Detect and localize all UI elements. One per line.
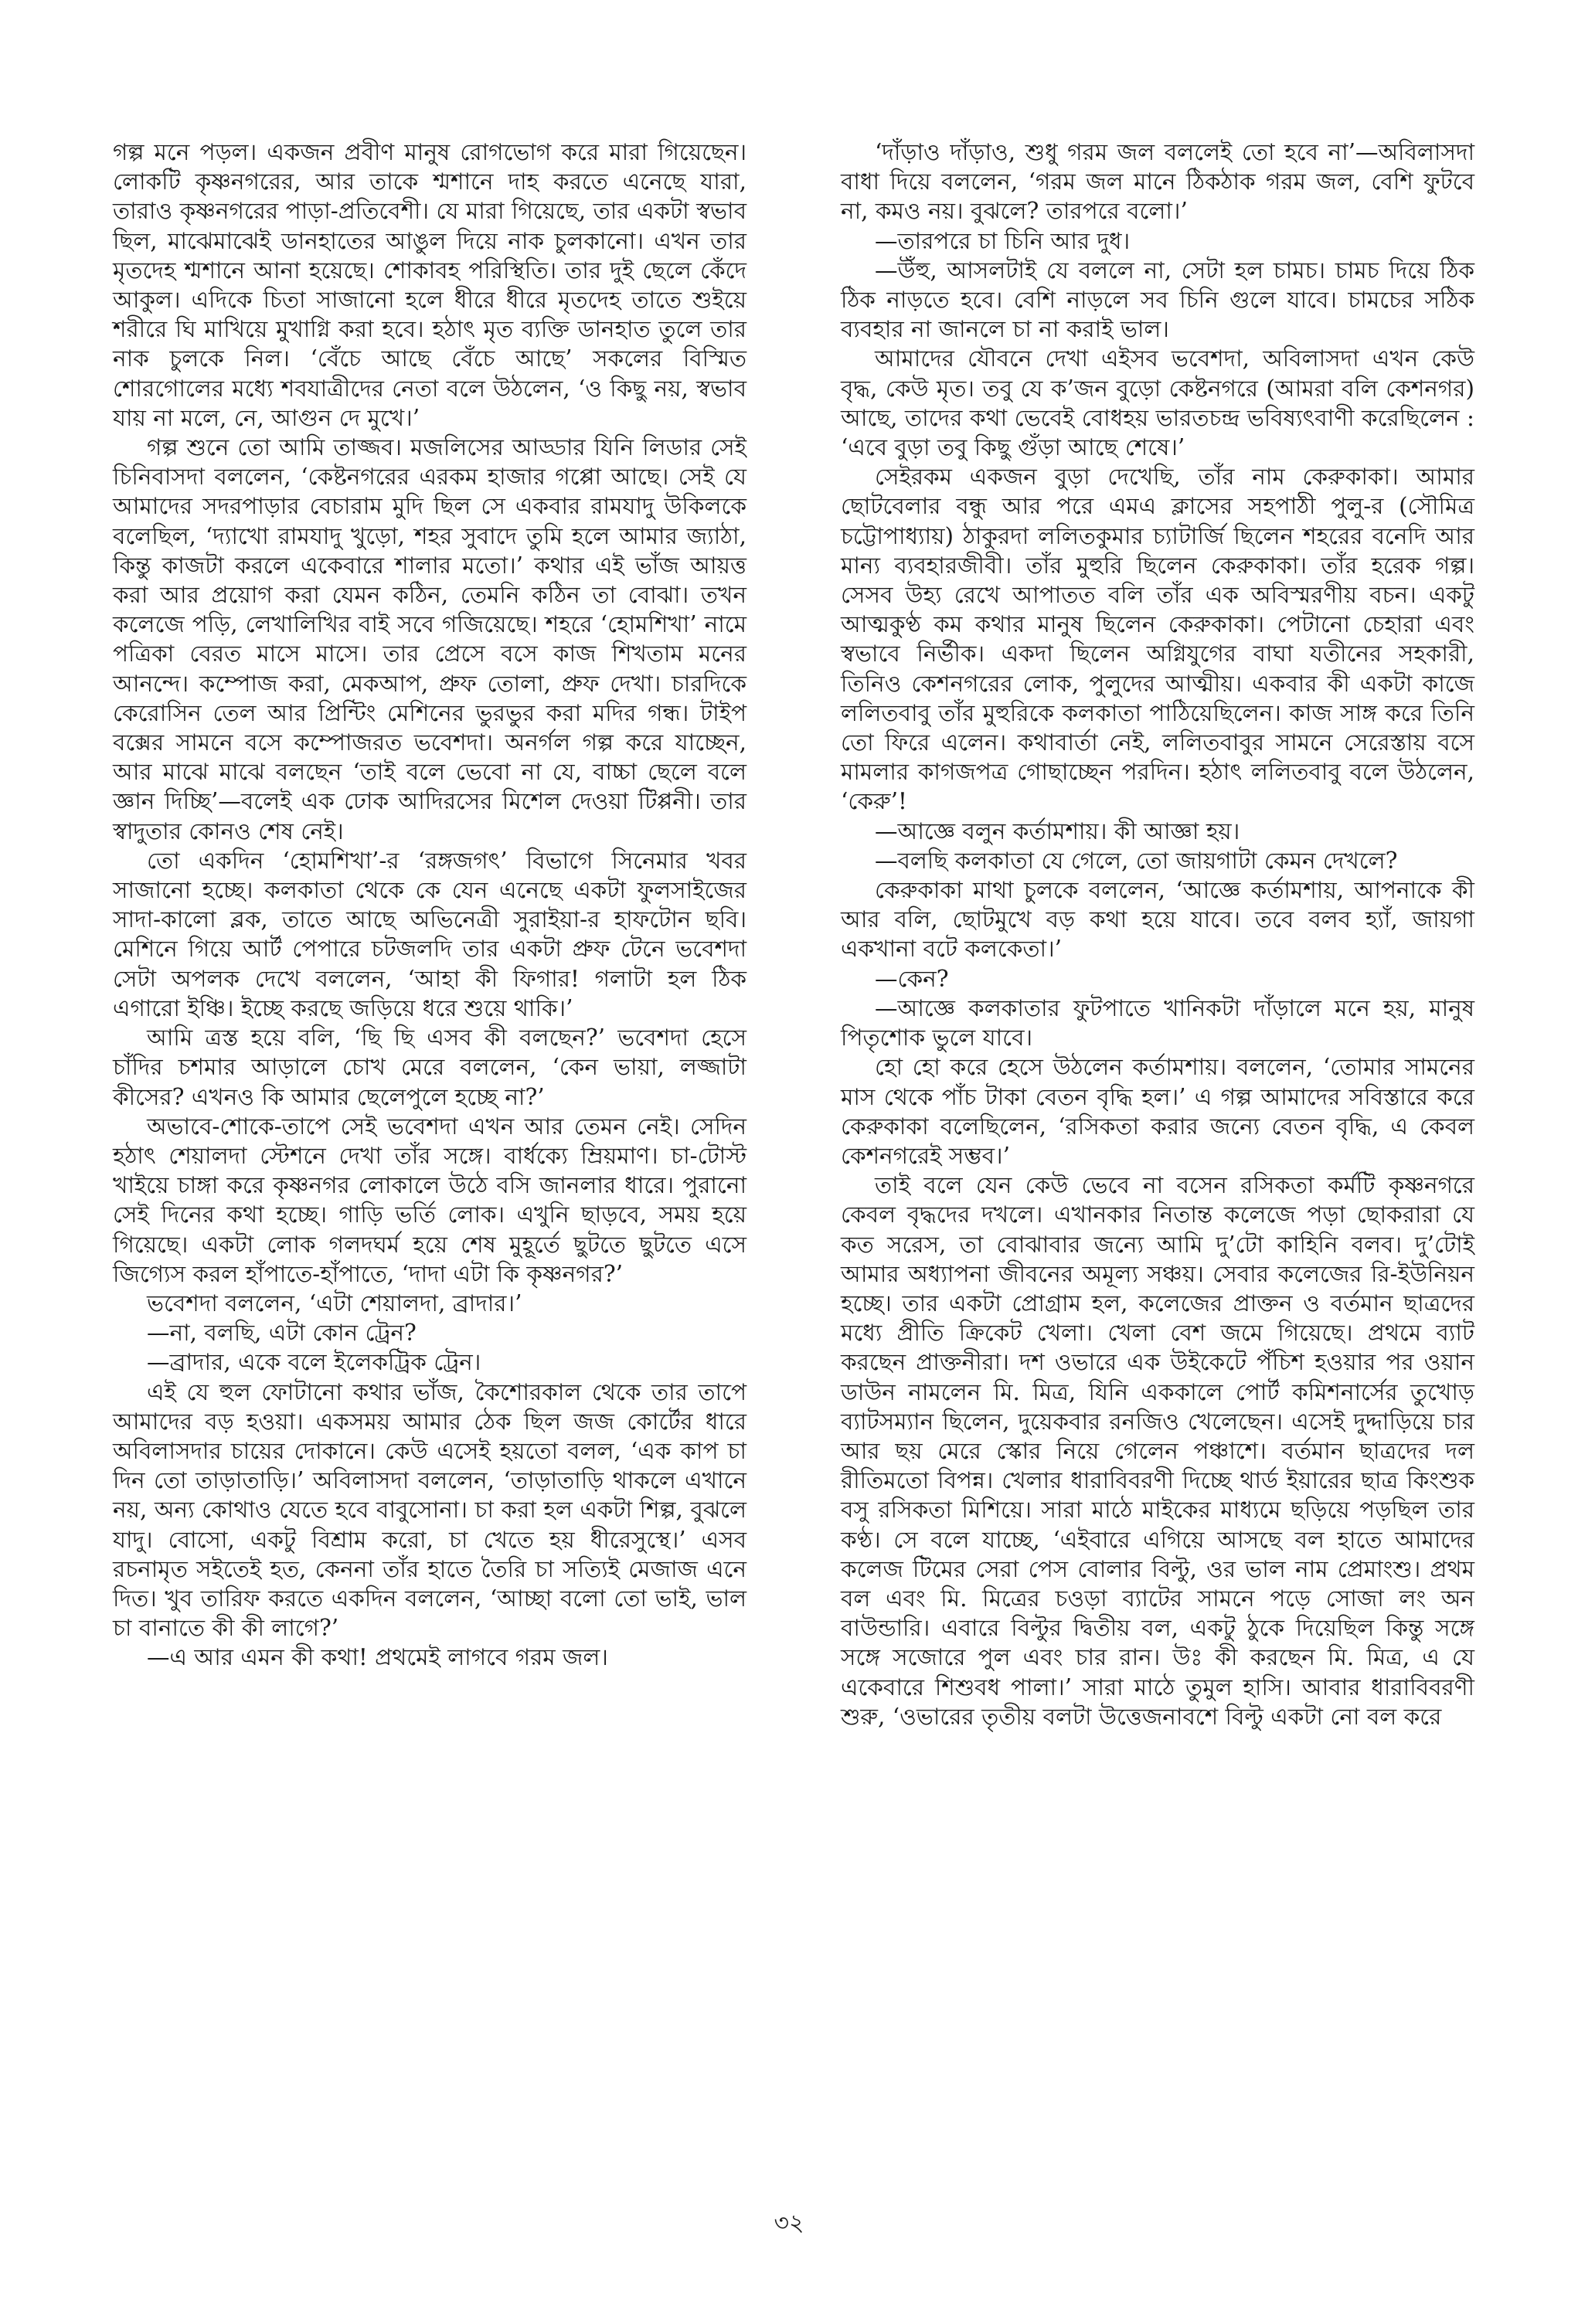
dialogue-line: —কেন? xyxy=(875,965,949,992)
paragraph: আমাদের যৌবনে দেখা এইসব ভবেশদা, অবিলাসদা এখন কেউ বৃদ্ধ, কেউ মৃত। তবু যে ক’জন বুড়ো কেষ্টনগরে (আমরা বলি কেশনগর) আছে, তাদের কথা ভেবেই বোধহয় ভারতচন্দ্র ভবিষ্যৎবাণী করেছিলেন : ‘এবে বুড়া তবু কিছু গুঁড়া আছে শেষে।’ xyxy=(841,345,1474,461)
dialogue-line: —আজ্ঞে বলুন কর্তামশায়। কী আজ্ঞা হয়। xyxy=(875,817,1240,844)
dialogue-line: —উঁহু, আসলটাই যে বললে না, সেটা হল চামচ। চামচ দিয়ে ঠিক ঠিক নাড়তে হবে। বেশি নাড়লে সব চিনি গুলে যাবে। চামচের সঠিক ব্যবহার না জানলে চা না করাই ভাল। xyxy=(841,257,1474,343)
paragraph: হো হো করে হেসে উঠলেন কর্তামশায়। বললেন, ‘তোমার সামনের মাস থেকে পাঁচ টাকা বেতন বৃদ্ধি হল।’ এ গল্প আমাদের সবিস্তারে করে কেরুকাকা বলেছিলেন, ‘রসিকতা করার জন্যে বেতন বৃদ্ধি, এ কেবল কেশনগরেই সম্ভব।’ xyxy=(841,1054,1474,1169)
dialogue-line: —তারপরে চা চিনি আর দুধ। xyxy=(875,227,1131,254)
page-number: ৩২ xyxy=(774,2210,804,2237)
paragraph: গল্প মনে পড়ল। একজন প্রবীণ মানুষ রোগভোগ করে মারা গিয়েছেন। লোকটি কৃষ্ণনগরের, আর তাকে শ্মশানে দাহ করতে এনেছে যারা, তারাও কৃষ্ণনগরের পাড়া-প্রতিবেশী। যে মারা গিয়েছে, তার একটা স্বভাব ছিল, মাঝেমাঝেই ডানহাতের আঙুল দিয়ে নাক চুলকানো। এখন তার মৃতদেহ শ্মশানে আনা হয়েছে। শোকাবহ পরিস্থিতি। তার দুই ছেলে কেঁদে আকুল। এদিকে চিতা সাজানো হলে ধীরে ধীরে মৃতদেহ তাতে শুইয়ে শরীরে ঘি মাখিয়ে মুখাগ্নি করা হবে। হঠাৎ মৃত ব্যক্তি ডানহাত তুলে তার নাক চুলকে নিল। ‘বেঁচে আছে বেঁচে আছে’ সকলের বিস্মিত শোরগোলের মধ্যে শবযাত্রীদের নেতা বলে উঠলেন, ‘ও কিছু নয়, স্বভাব যায় না মলে, নে, আগুন দে মুখে।’ xyxy=(113,139,746,431)
left-text-column xyxy=(113,138,746,1673)
dialogue-line: —ব্রাদার, একে বলে ইলেকট্রিক ট্রেন। xyxy=(147,1349,481,1376)
paragraph: তো একদিন ‘হোমশিখা’-র ‘রঙ্গজগৎ’ বিভাগে সিনেমার খবর সাজানো হচ্ছে। কলকাতা থেকে কে যেন এনেছে একটা ফুলসাইজের সাদা-কালো ব্লক, তাতে আছে অভিনেত্রী সুরাইয়া-র হাফটোন ছবি। মেশিনে গিয়ে আর্ট পেপারে চটজলদি তার একটা প্রুফ টেনে ভবেশদা সেটা অপলক দেখে বললেন, ‘আহা কী ফিগার! গলাটা হল ঠিক এগারো ইঞ্চি। ইচ্ছে করছে জড়িয়ে ধরে শুয়ে থাকি।’ xyxy=(113,847,746,1021)
dialogue-line: ভবেশদা বললেন, ‘এটা শেয়ালদা, ব্রাদার।’ xyxy=(147,1289,522,1317)
paragraph: অভাবে-শোকে-তাপে সেই ভবেশদা এখন আর তেমন নেই। সেদিন হঠাৎ শেয়ালদা স্টেশনে দেখা তাঁর সঙ্গে। বার্ধক্যে ম্রিয়মাণ। চা-টোস্ট খাইয়ে চাঙ্গা করে কৃষ্ণনগর লোকালে উঠে বসি জানলার ধারে। পুরানো সেই দিনের কথা হচ্ছে। গাড়ি ভর্তি লোক। এখুনি ছাড়বে, সময় হয়ে গিয়েছে। একটা লোক গলদঘর্ম হয়ে শেষ মুহূর্তে ছুটতে ছুটতে এসে জিগ্যেস করল হাঁপাতে-হাঁপাতে, ‘দাদা এটা কি কৃষ্ণনগর?’ xyxy=(113,1113,746,1287)
dialogue-line: —না, বলছি, এটা কোন ট্রেন? xyxy=(147,1320,417,1347)
paragraph: সেইরকম একজন বুড়া দেখেছি, তাঁর নাম কেরুকাকা। আমার ছোটবেলার বন্ধু আর পরে এমএ ক্লাসের সহপাঠী পুলু-র (সৌমিত্র চট্টোপাধ্যায়) ঠাকুরদা ললিতকুমার চ্যাটার্জি ছিলেন শহরের বনেদি আর মান্য ব্যবহারজীবী। তাঁর মুহুরি ছিলেন কেরুকাকা। তাঁর হরেক গল্প। সেসব উহ্য রেখে আপাতত বলি তাঁর এক অবিস্মরণীয় বচন। একটু আত্মকুণ্ঠ কম কথার মানুষ ছিলেন কেরুকাকা। পেটানো চেহারা এবং স্বভাবে নির্ভীক। একদা ছিলেন অগ্নিযুগের বাঘা যতীনের সহকারী, তিনিও কেশনগরের লোক, পুলুদের আত্মীয়। একবার কী একটা কাজে ললিতবাবু তাঁর মুহুরিকে কলকাতা পাঠিয়েছিলেন। কাজ সাঙ্গ করে তিনি তো ফিরে এলেন। কথাবার্তা নেই, ললিতবাবুর সামনে সেরেস্তায় বসে মামলার কাগজপত্র গোছাচ্ছেন পরদিন। হঠাৎ ললিতবাবু বলে উঠলেন, ‘কেরু’! xyxy=(841,464,1474,815)
right-text-column xyxy=(841,138,1474,1731)
paragraph: আমি ত্রস্ত হয়ে বলি, ‘ছি ছি এসব কী বলছেন?’ ভবেশদা হেসে চাঁদির চশমার আড়ালে চোখ মেরে বললেন, ‘কেন ভায়া, লজ্জাটা কীসের? এখনও কি আমার ছেলেপুলে হচ্ছে না?’ xyxy=(113,1024,746,1110)
paragraph: তাই বলে যেন কেউ ভেবে না বসেন রসিকতা কর্মটি কৃষ্ণনগরে কেবল বৃদ্ধদের দখলে। এখানকার নিতান্ত কলেজে পড়া ছোকরারা যে কত সরেস, তা বোঝাবার জন্যে আমি দু’টো কাহিনি বলব। দু’টোই আমার অধ্যাপনা জীবনের অমূল্য সঞ্চয়। সেবার কলেজের রি-ইউনিয়ন হচ্ছে। তার একটা প্রোগ্রাম হল, কলেজের প্রাক্তন ও বর্তমান ছাত্রদের মধ্যে প্রীতি ক্রিকেট খেলা। খেলা বেশ জমে গিয়েছে। প্রথমে ব্যাট করছেন প্রাক্তনীরা। দশ ওভারে এক উইকেটে পঁচিশ হওয়ার পর ওয়ান ডাউন নামলেন মি. মিত্র, যিনি এককালে পোর্ট কমিশনার্সের তুখোড় ব্যাটসম্যান ছিলেন, দুয়েকবার রনজিও খেলেছেন। এসেই দুদ্দাড়িয়ে চার আর ছয় মেরে স্কোর নিয়ে গেলেন পঞ্চাশে। বর্তমান ছাত্রদের দল রীতিমতো বিপন্ন। খেলার ধারাবিবরণী দিচ্ছে থার্ড ইয়ারের ছাত্র কিংশুক বসু রসিকতা মিশিয়ে। সারা মাঠে মাইকের মাধ্যমে ছড়িয়ে পড়ছিল তার কণ্ঠ। সে বলে যাচ্ছে, ‘এইবারে এগিয়ে আসছে বল হাতে আমাদের কলেজ টিমের সেরা পেস বোলার বিল্টু, ওর ভাল নাম প্রেমাংশু। প্রথম বল এবং মি. মিত্রের চওড়া ব্যাটের সামনে পড়ে সোজা লং অন বাউন্ডারি। এবারে বিল্টুর দ্বিতীয় বল, একটু ঠুকে দিয়েছিল কিন্তু সঙ্গে সঙ্গে সজোরে পুল এবং চার রান। উঃ কী করছেন মি. মিত্র, এ যে একেবারে শিশুবধ পালা।’ সারা মাঠে তুমুল হাসি। আবার ধারাবিবরণী শুরু, ‘ওভারের তৃতীয় বলটা উত্তেজনাবশে বিল্টু একটা নো বল করে xyxy=(841,1172,1474,1730)
paragraph: এই যে হুল ফোটানো কথার ভাঁজ, কৈশোরকাল থেকে তার তাপে আমাদের বড় হওয়া। একসময় আমার ঠেক ছিল জজ কোর্টের ধারে অবিলাসদার চায়ের দোকানে। কেউ এসেই হয়তো বলল, ‘এক কাপ চা দিন তো তাড়াতাড়ি।’ অবিলাসদা বললেন, ‘তাড়াতাড়ি থাকলে এখানে নয়, অন্য কোথাও যেতে হবে বাবুসোনা। চা করা হল একটা শিল্প, বুঝলে যাদু। বোসো, একটু বিশ্রাম করো, চা খেতে হয় ধীরেসুস্থে।’ এসব রচনামৃত সইতেই হত, কেননা তাঁর হাতে তৈরি চা সত্যিই মেজাজ এনে দিত। খুব তারিফ করতে একদিন বললেন, ‘আচ্ছা বলো তো ভাই, ভাল চা বানাতে কী কী লাগে?’ xyxy=(113,1378,746,1642)
dialogue-line: —এ আর এমন কী কথা! প্রথমেই লাগবে গরম জল। xyxy=(147,1644,608,1671)
paragraph: ‘দাঁড়াও দাঁড়াও, শুধু গরম জল বললেই তো হবে না’—অবিলাসদা বাধা দিয়ে বললেন, ‘গরম জল মানে ঠিকঠাক গরম জল, বেশি ফুটবে না, কমও নয়। বুঝলে? তারপরে বলো।’ xyxy=(841,139,1474,225)
dialogue-line: —বলছি কলকাতা যে গেলে, তো জায়গাটা কেমন দেখলে? xyxy=(875,847,1398,874)
dialogue-line: —আজ্ঞে কলকাতার ফুটপাতে খানিকটা দাঁড়ালে মনে হয়, মানুষ পিতৃশোক ভুলে যাবে। xyxy=(841,994,1474,1052)
paragraph: গল্প শুনে তো আমি তাজ্জব। মজলিসের আড্ডার যিনি লিডার সেই চিনিবাসদা বললেন, ‘কেষ্টনগরের এরকম হাজার গপ্পো আছে। সেই যে আমাদের সদরপাড়ার বেচারাম মুদি ছিল সে একবার রামযাদু উকিলকে বলেছিল, ‘দ্যাখো রামযাদু খুড়ো, শহর সুবাদে তুমি হলে আমার জ্যাঠা, কিন্তু কাজটা করলে একেবারে শালার মতো।’ কথার এই ভাঁজ আয়ত্ত করা আর প্রয়োগ করা যেমন কঠিন, তেমনি কঠিন তা বোঝা। তখন কলেজে পড়ি, লেখালিখির বাই সবে গজিয়েছে। শহরে ‘হোমশিখা’ নামে পত্রিকা বেরত মাসে মাসে। তার প্রেসে বসে কাজ শিখতাম মনের আনন্দে। কম্পোজ করা, মেকআপ, প্রুফ তোলা, প্রুফ দেখা। চারদিকে কেরোসিন তেল আর প্রিন্টিং মেশিনের ভুরভুর করা মদির গন্ধ। টাইপ বক্সের সামনে বসে কম্পোজরত ভবেশদা। অনর্গল গল্প করে যাচ্ছেন, আর মাঝে মাঝে বলছেন ‘তাই বলে ভেবো না যে, বাচ্চা ছেলে বলে জ্ঞান দিচ্ছি’—বলেই এক ঢোক আদিরসের মিশেল দেওয়া টিপ্পনী। তার স্বাদুতার কোনও শেষ নেই। xyxy=(113,434,746,844)
paragraph: কেরুকাকা মাথা চুলকে বললেন, ‘আজ্ঞে কর্তামশায়, আপনাকে কী আর বলি, ছোটমুখে বড় কথা হয়ে যাবে। তবে বলব হ্যাঁ, জায়গা একখানা বটে কলকেতা।’ xyxy=(841,877,1474,963)
